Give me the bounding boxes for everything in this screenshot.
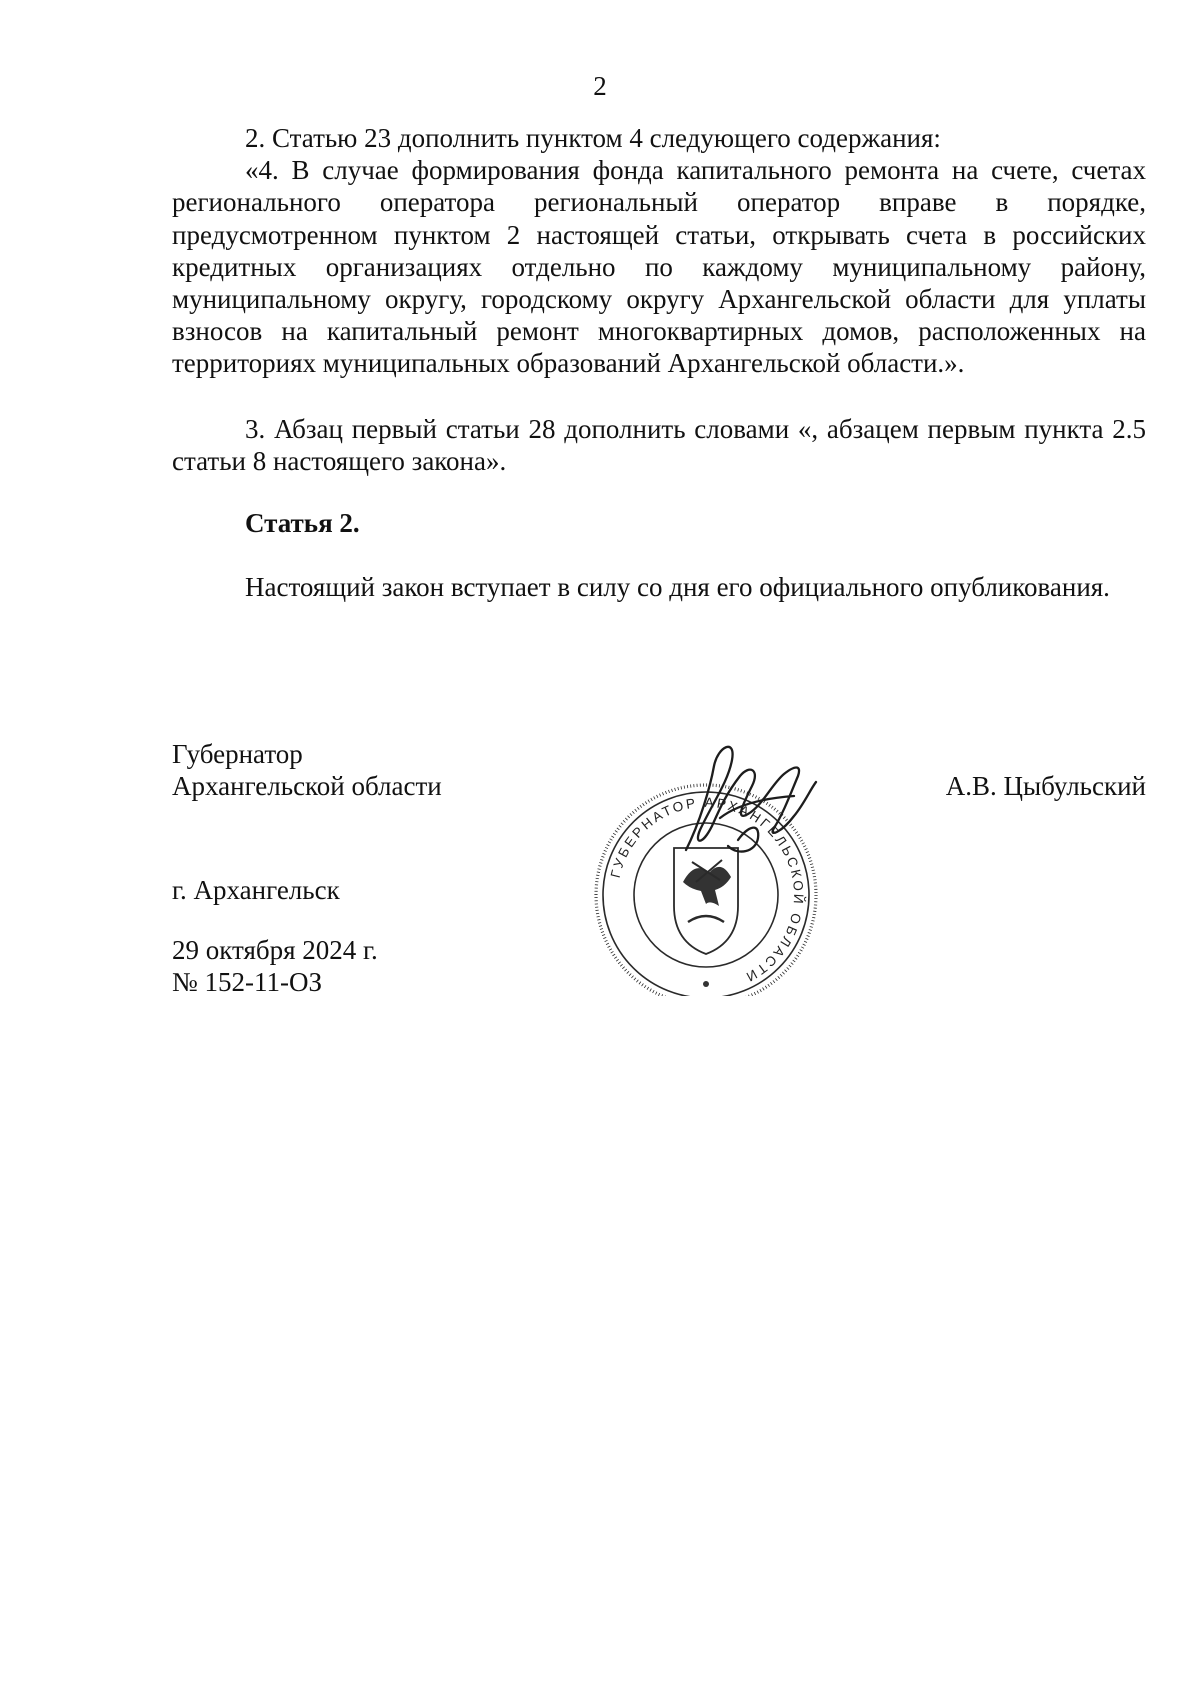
amendment-paragraph-3: 3. Абзац первый статьи 28 дополнить словами «, абзацем первым пункта 2.5 статьи 8 настоящего закона». [172, 413, 1146, 476]
article-2-text: Настоящий закон вступает в силу со дня его официального опубликования. [245, 572, 1110, 603]
official-seal [588, 730, 824, 996]
date-and-number [172, 934, 378, 998]
signer-title: Губернатор [172, 739, 303, 769]
signer-position [172, 738, 442, 802]
handwritten-signature [686, 747, 816, 852]
signer-region: Архангельской области [172, 771, 442, 802]
seal-text: ГУБЕРНАТОР АРХАНГЕЛЬСКОЙ ОБЛАСТИ [607, 794, 807, 986]
amendment-quote-point-4: «4. В случае формирования фонда капитального ремонта на счете, счетах регионального оператора региональный оператор вправе в порядке, предусмотренном пунктом 2 настоящей статьи, открывать счета в российских кредитных организациях отдельно по каждому муниципальному району, муниципальному округу, городскому округу Архангельской области для уплаты взносов на капитальный ремонт многоквартирных домов, расположенных на территориях муниципальных образований Архангельской области.». [172, 155, 1146, 379]
coat-of-arms-icon [674, 848, 738, 954]
document-body [172, 122, 1146, 603]
star-icon [703, 981, 709, 987]
article-heading: Статья 2. [245, 508, 360, 539]
amendment-paragraph-2: 2. Статью 23 дополнить пунктом 4 следующего содержания: [245, 123, 941, 153]
signing-date: 29 октября 2024 г. [172, 935, 378, 965]
page-number: 2 [593, 71, 607, 101]
place-of-signing: г. Архангельск [172, 875, 340, 905]
signer-name: А.В. Цыбульский [945, 771, 1146, 801]
law-number: № 152-11-ОЗ [172, 967, 323, 998]
